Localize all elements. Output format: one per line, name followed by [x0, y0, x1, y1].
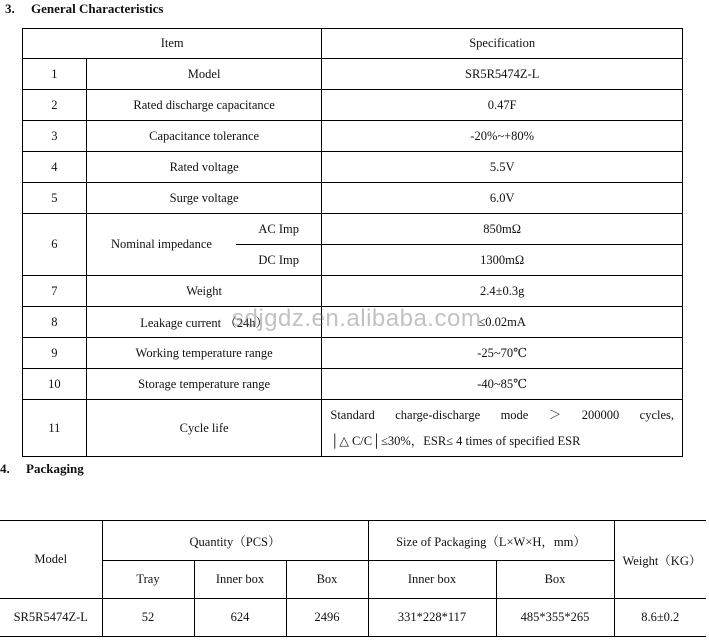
row-spec: 850mΩ [322, 214, 683, 245]
row-spec: SR5R5474Z-L [322, 59, 683, 90]
row-number: 9 [23, 338, 87, 369]
table-subheader-row [0, 561, 706, 599]
row-subitem: DC Imp [236, 245, 322, 276]
row-item: Nominal impedance [86, 214, 236, 276]
table-row [23, 121, 683, 152]
word: cycles, [639, 408, 674, 422]
header-quantity: Quantity（PCS） [102, 521, 368, 561]
cycle-life-line-1 [330, 402, 674, 428]
table-row [23, 400, 683, 457]
row-spec: -20%~+80% [322, 121, 683, 152]
cell-size-box: 485*355*265 [496, 599, 614, 637]
header-size-inner-box: Inner box [368, 561, 496, 599]
section-4-title: Packaging [26, 461, 84, 476]
header-tray: Tray [102, 561, 194, 599]
row-subitem: AC Imp [236, 214, 322, 245]
row-spec: 5.5V [322, 152, 683, 183]
row-item: Capacitance tolerance [86, 121, 322, 152]
table-row [23, 276, 683, 307]
row-number: 6 [23, 214, 87, 276]
cell-weight: 8.6±0.2 [614, 599, 706, 637]
header-size: Size of Packaging（L×W×H，mm） [368, 521, 614, 561]
row-spec: 2.4±0.3g [322, 276, 683, 307]
table-row [23, 307, 683, 338]
general-characteristics-table [22, 28, 683, 457]
row-spec: 0.47F [322, 90, 683, 121]
table-row [23, 152, 683, 183]
row-number: 7 [23, 276, 87, 307]
row-spec: ≤0.02mA [322, 307, 683, 338]
cell-tray: 52 [102, 599, 194, 637]
section-3-heading [5, 1, 163, 17]
header-model: Model [0, 521, 102, 599]
row-number: 1 [23, 59, 87, 90]
row-number: 2 [23, 90, 87, 121]
cycle-life-line-2: │△ C/C│≤30%，ESR≤ 4 times of specified ESR [330, 434, 581, 448]
table-row [23, 59, 683, 90]
word: Standard [330, 408, 375, 422]
header-weight: Weight（KG） [614, 521, 706, 599]
row-item: Rated voltage [86, 152, 322, 183]
word: ＞ [548, 408, 562, 422]
section-3-number: 3. [5, 1, 15, 16]
row-item: Weight [86, 276, 322, 307]
row-spec: -40~85℃ [322, 369, 683, 400]
table-header-row [23, 29, 683, 59]
row-number: 3 [23, 121, 87, 152]
header-inner-box: Inner box [194, 561, 286, 599]
row-spec: -25~70℃ [322, 338, 683, 369]
row-number: 5 [23, 183, 87, 214]
row-number: 4 [23, 152, 87, 183]
cell-model: SR5R5474Z-L [0, 599, 102, 637]
row-item: Working temperature range [86, 338, 322, 369]
word: mode [500, 408, 529, 422]
row-number: 8 [23, 307, 87, 338]
header-box: Box [286, 561, 368, 599]
row-spec: 1300mΩ [322, 245, 683, 276]
table-row [23, 90, 683, 121]
word: 200000 [581, 408, 620, 422]
watermark: sdjgdz.en.alibaba.com [232, 305, 482, 332]
row-spec [322, 400, 683, 457]
row-item: Rated discharge capacitance [86, 90, 322, 121]
cell-size-inner-box: 331*228*117 [368, 599, 496, 637]
row-item: Surge voltage [86, 183, 322, 214]
cell-box: 2496 [286, 599, 368, 637]
row-item: Model [86, 59, 322, 90]
row-item: Leakage current （24h） [86, 307, 322, 338]
table-row [23, 369, 683, 400]
table-row [23, 183, 683, 214]
section-3-title: General Characteristics [31, 1, 164, 16]
cell-inner-box: 624 [194, 599, 286, 637]
row-number: 10 [23, 369, 87, 400]
table-row [0, 599, 706, 637]
table-header-row [0, 521, 706, 561]
row-item: Storage temperature range [86, 369, 322, 400]
header-specification: Specification [322, 29, 683, 59]
row-spec: 6.0V [322, 183, 683, 214]
section-4-number: 4. [0, 461, 10, 476]
header-size-box: Box [496, 561, 614, 599]
table-row [23, 338, 683, 369]
row-number: 11 [23, 400, 87, 457]
word: charge-discharge [395, 408, 481, 422]
packaging-table [0, 520, 706, 637]
table-row [23, 214, 683, 245]
header-item: Item [23, 29, 322, 59]
section-4-heading [0, 461, 84, 477]
row-item: Cycle life [86, 400, 322, 457]
